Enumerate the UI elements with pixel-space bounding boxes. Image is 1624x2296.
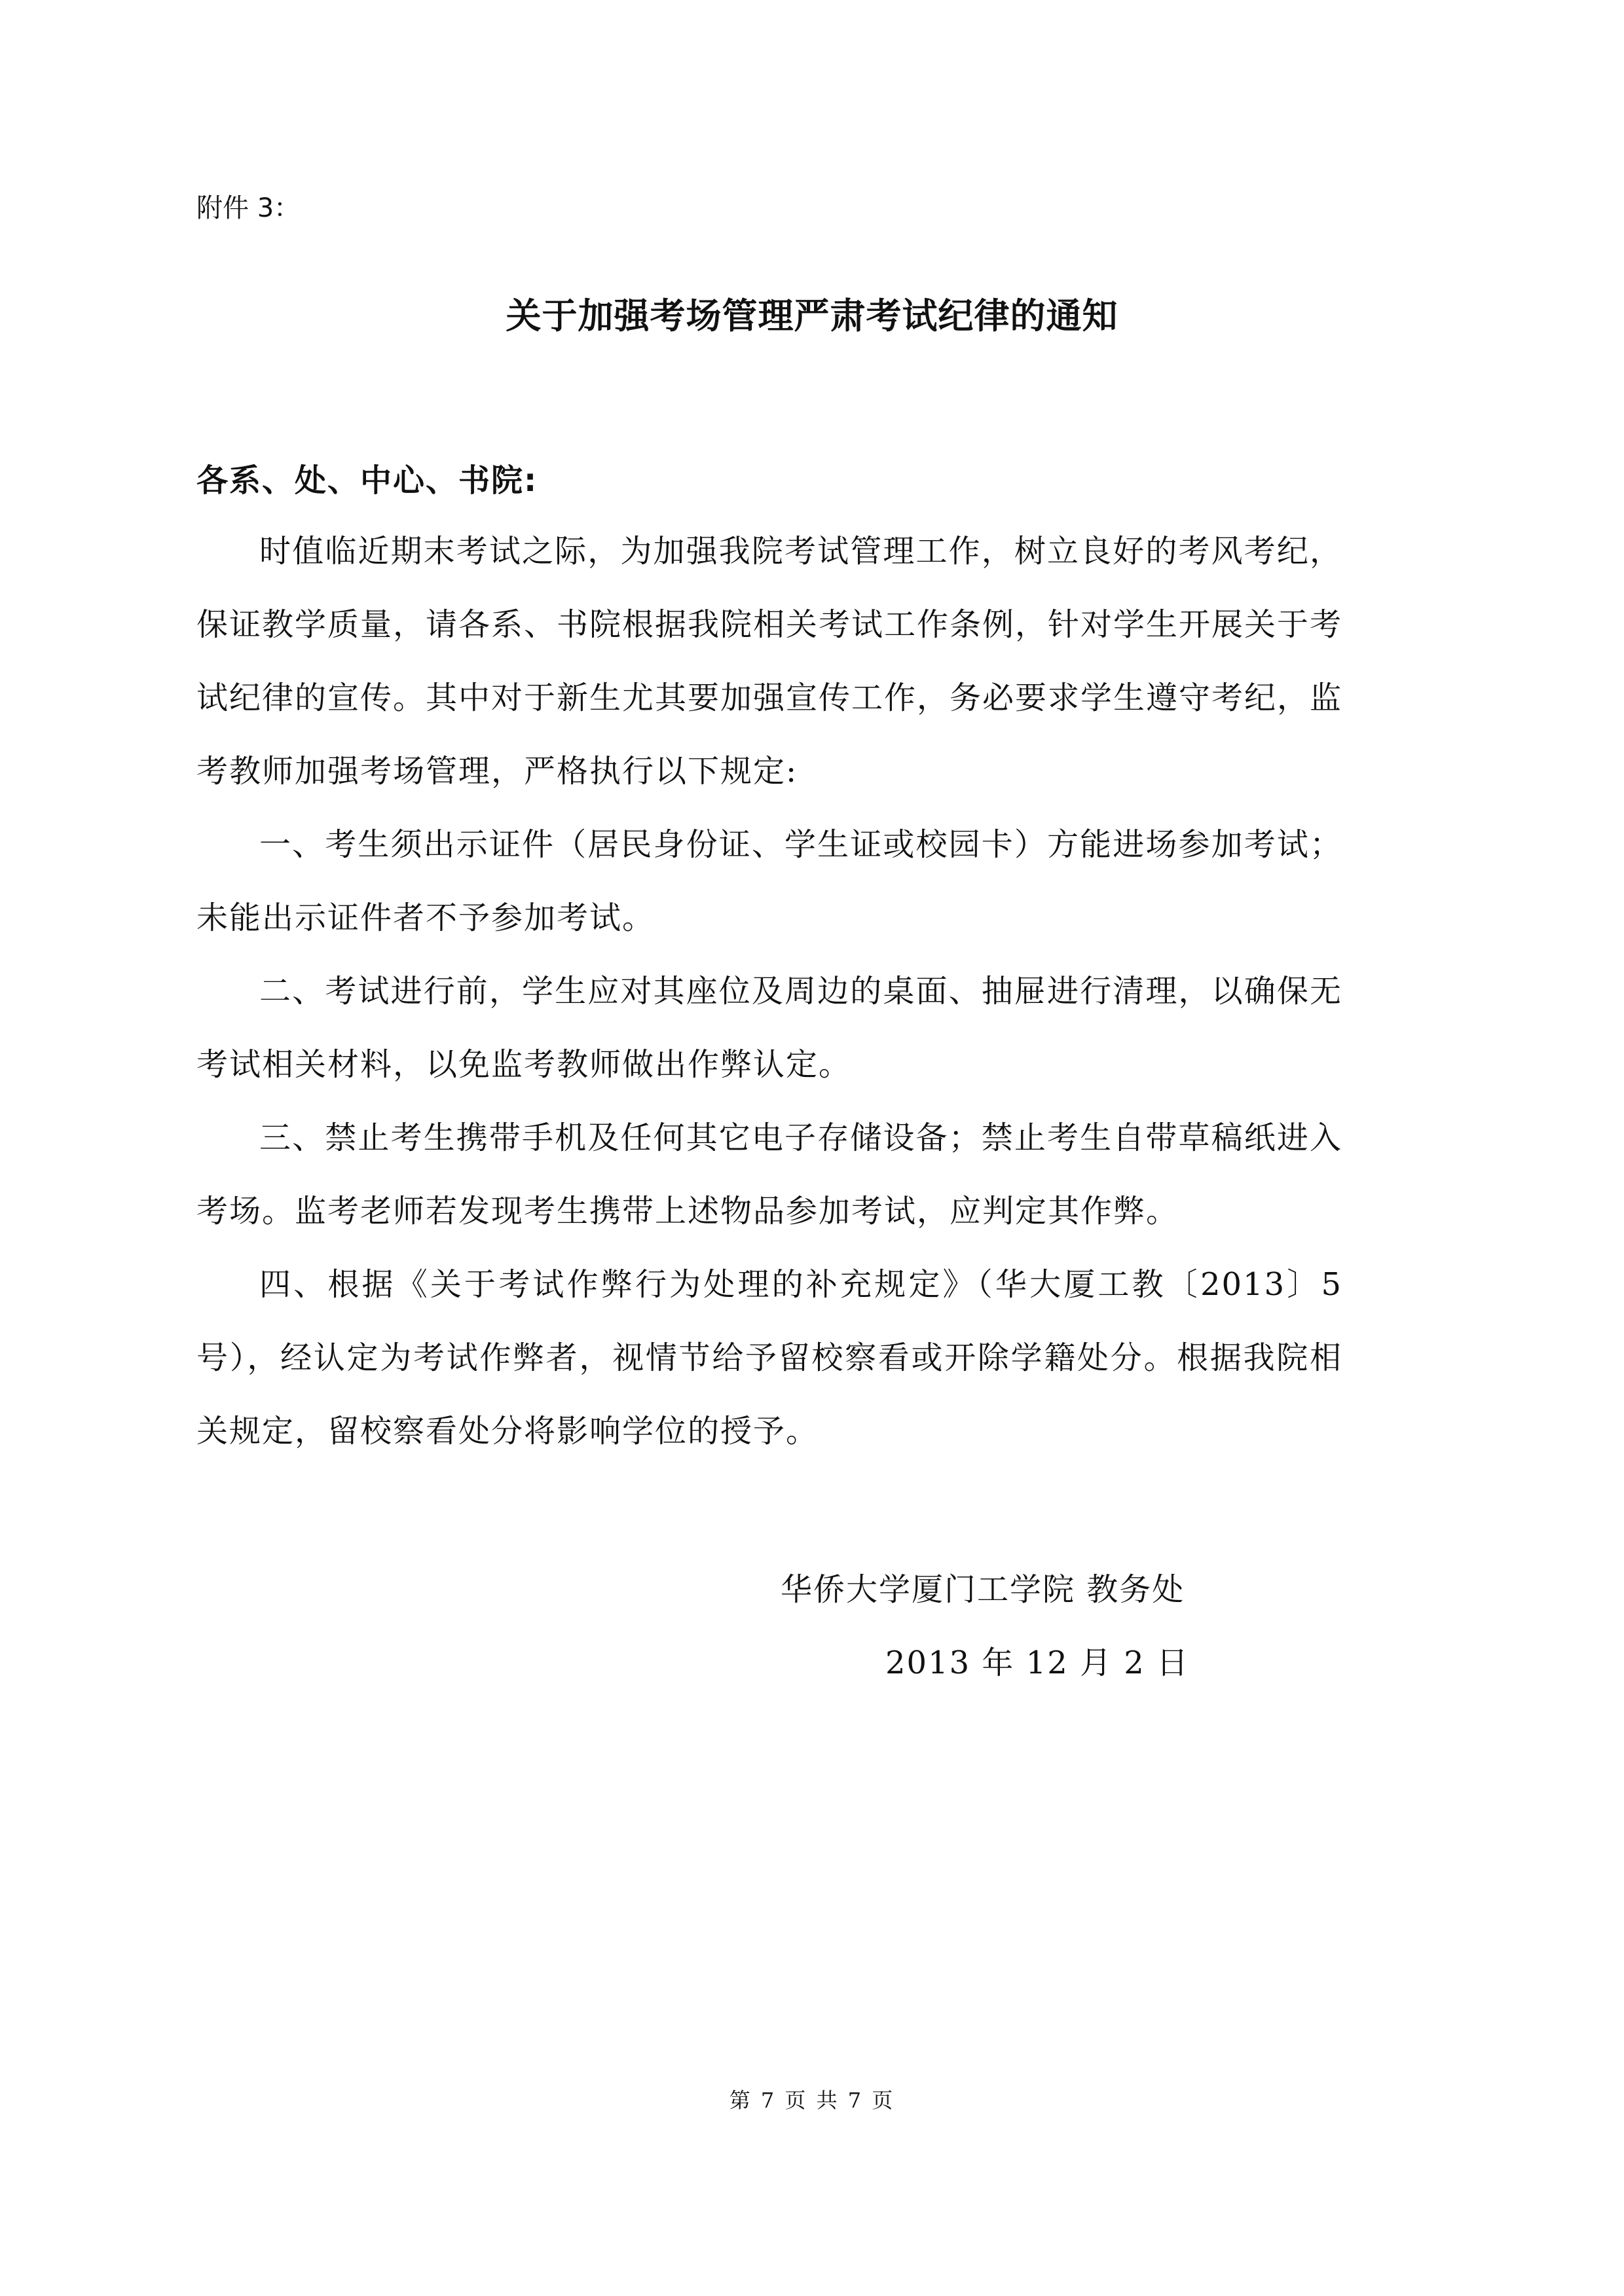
rule-3-paragraph: 三、禁止考生携带手机及任何其它电子存储设备；禁止考生自带草稿纸进入考场。监考老师若发现考生携带上述物品参加考试，应判定其作弊。 — [196, 1120, 1342, 1230]
page-footer: 第 7 页 共 7 页 — [729, 2088, 895, 2113]
salutation: 各系、处、中心、书院: — [196, 462, 538, 499]
intro-paragraph: 时值临近期末考试之际，为加强我院考试管理工作，树立良好的考风考纪，保证教学质量，请各系、书院根据我院相关考试工作条例，针对学生开展关于考试纪律的宣传。其中对于新生尤其要加强宣传工作，务必要求学生遵守考纪，监考教师加强考场管理，严格执行以下规定: — [196, 533, 1343, 790]
document-title: 关于加强考场管理严肃考试纪律的通知 — [506, 295, 1118, 337]
rule-1-paragraph: 一、考生须出示证件（居民身份证、学生证或校园卡）方能进场参加考试；未能出示证件者不予参加考试。 — [196, 826, 1342, 936]
signature-block — [196, 1553, 1428, 1700]
rule-2-paragraph: 二、考试进行前，学生应对其座位及周边的桌面、抽屉进行清理，以确保无考试相关材料，以免监考教师做出作弊认定。 — [196, 973, 1342, 1083]
signature-organization: 华侨大学厦门工学院 教务处 — [781, 1571, 1185, 1608]
notice-body — [196, 515, 1342, 1468]
attachment-label: 附件 3： — [196, 193, 301, 223]
rule-4-paragraph: 四、根据《关于考试作弊行为处理的补充规定》（华大厦工教〔2013〕5 号），经认定为考试作弊者，视情节给予留校察看或开除学籍处分。根据我院相关规定，留校察看处分将影响学位的授予。 — [196, 1266, 1342, 1449]
signature-date: 2013 年 12 月 2 日 — [885, 1645, 1190, 1681]
